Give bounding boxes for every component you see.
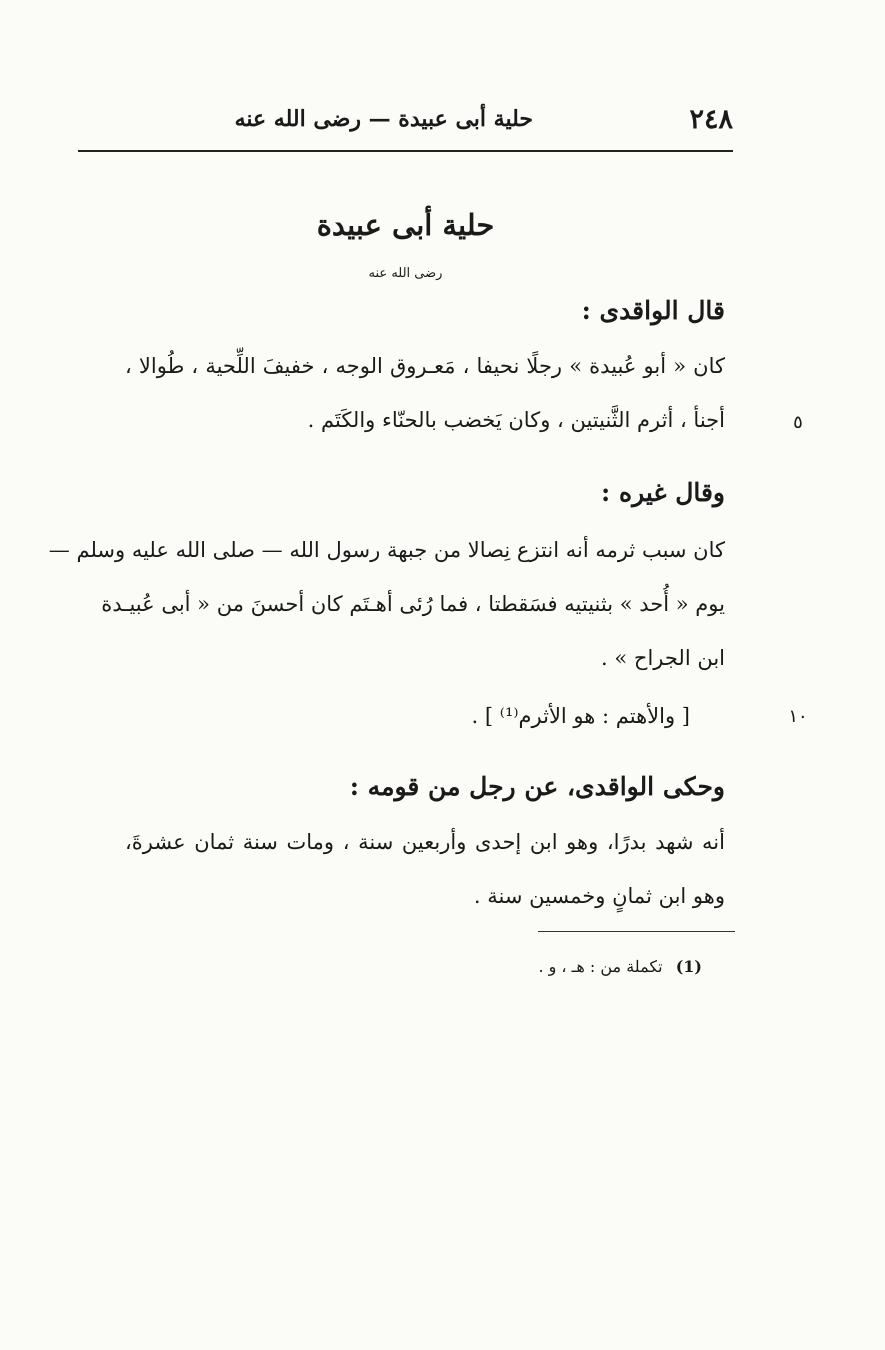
footnote-rule [538, 931, 735, 932]
line-number: ١٠ [788, 706, 808, 727]
footnote [538, 957, 702, 976]
heading-others: وقال غيره : [601, 478, 725, 507]
text-line: كان سبب ثرمه أنه انتزع نِصالا من جبهة رسول الله — صلى الله عليه وسلم — [48, 538, 725, 562]
text-line: يوم « أُحد » بثنيتيه فسَقطتا ، فما رُئى أهـتَم كان أحسنَ من « أبى عُبيـدة [101, 592, 725, 616]
section-title: حلية أبى عبيدة [316, 208, 495, 242]
bracketed-note: [ والأهتم : هو الأثرم⁽¹⁾ ] . [471, 704, 690, 728]
heading-waqidi: قال الواقدى : [581, 296, 725, 325]
running-title: حلية أبى عبيدة — رضى الله عنه [234, 106, 533, 132]
line-number: ٥ [793, 412, 803, 433]
page-number: ٢٤٨ [689, 104, 733, 135]
text-line: أجنأ ، أثرم الثَّنيتين ، وكان يَخضب بالحنّاء والكَتَم . [307, 408, 725, 432]
heading-story: وحكى الواقدى، عن رجل من قومه : [349, 772, 725, 801]
section-subtitle: رضى الله عنه [368, 266, 443, 281]
footnote-text: تكملة من : هـ ، و . [538, 957, 663, 976]
page-header [78, 104, 733, 144]
text-line: كان « أبو عُبيدة » رجلًا نحيفا ، مَعـروق الوجه ، خفيفَ اللِّحية ، طُوالا ، [125, 354, 725, 378]
footnote-marker: (1) [675, 957, 702, 976]
text-line: ابن الجراح » . [601, 646, 725, 670]
text-line: وهو ابن ثمانٍ وخمسين سنة . [473, 884, 725, 908]
header-rule [78, 150, 733, 152]
text-line: أنه شهد بدرًا، وهو ابن إحدى وأربعين سنة ، ومات سنة ثمان عشرةَ، [125, 830, 725, 854]
